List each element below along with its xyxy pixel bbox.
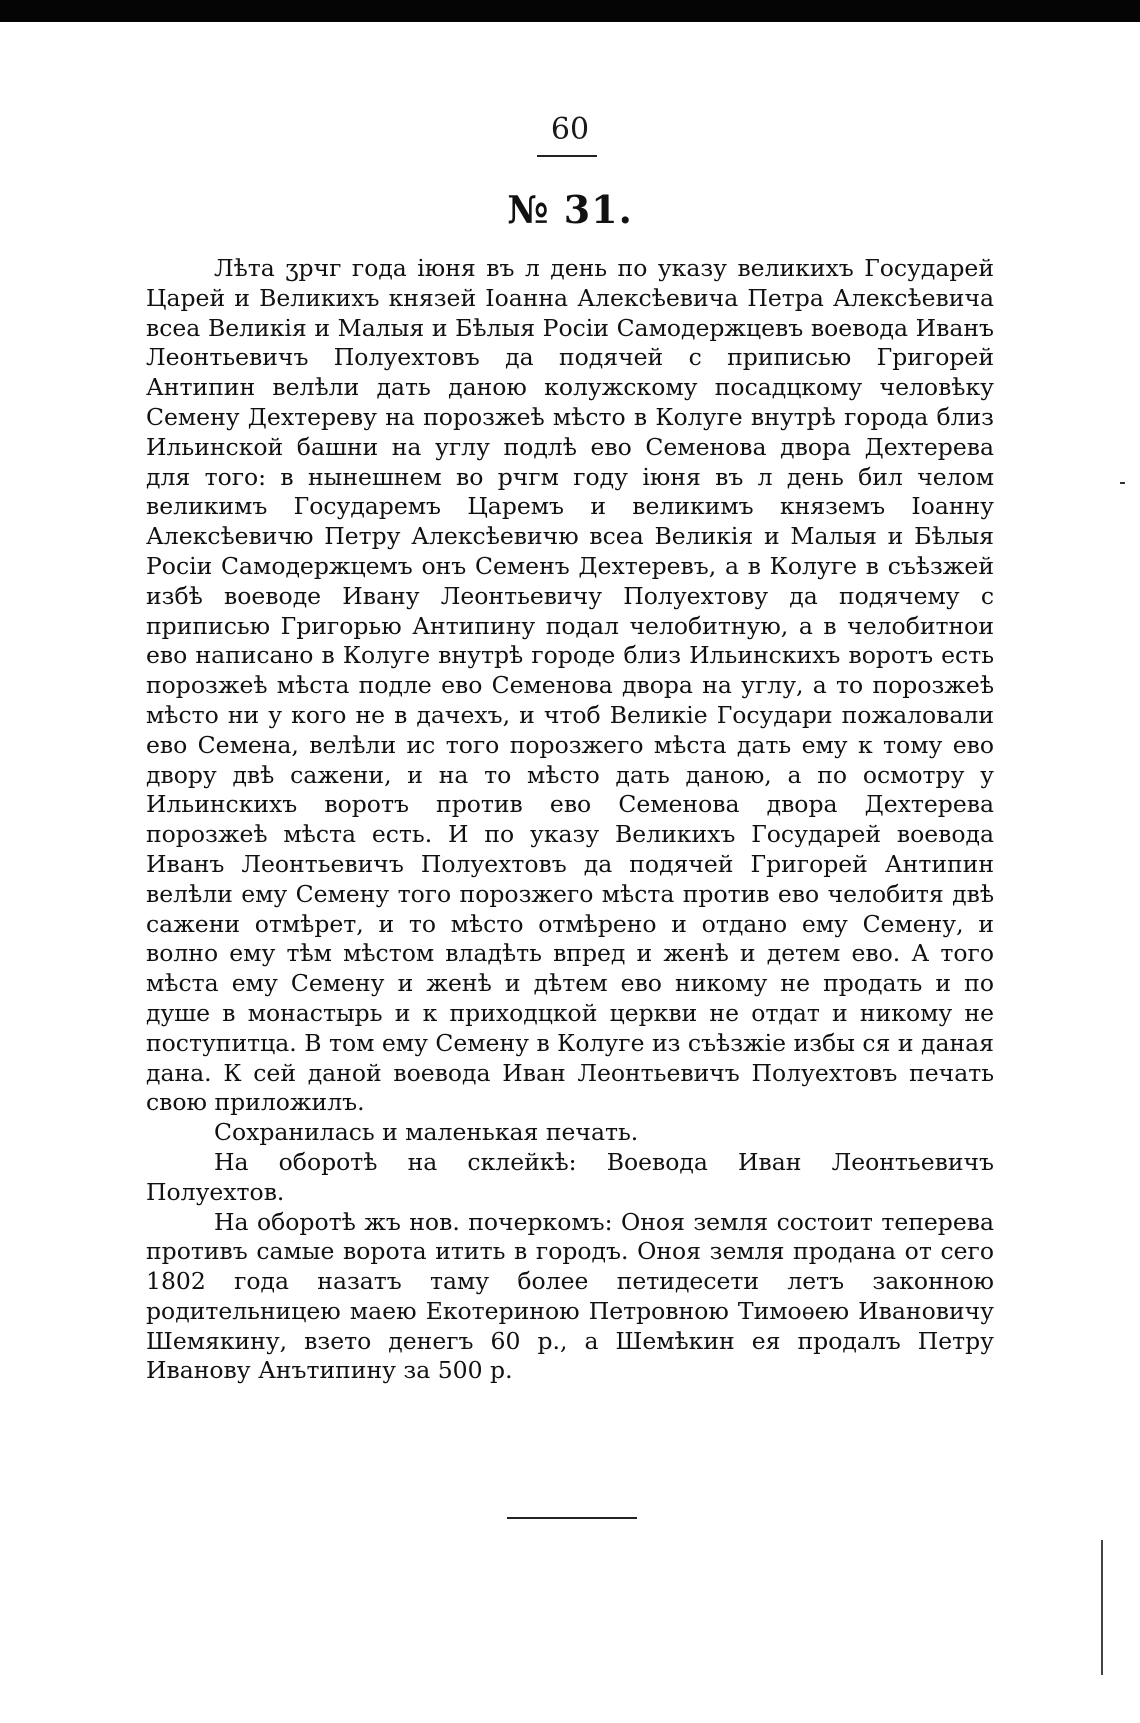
page-number-rule xyxy=(537,155,597,157)
document-body xyxy=(146,254,994,1386)
end-rule xyxy=(507,1517,637,1519)
paragraph-verso-note: На оборотѣ на склейкѣ: Воевода Иван Леонтьевичъ Полуехтов. xyxy=(146,1147,994,1206)
document-number: № 31. xyxy=(507,187,633,232)
margin-mark xyxy=(1120,482,1125,484)
page-top-border xyxy=(0,0,1140,22)
paragraph-main-text: Лѣта ʒрчг года іюня въ л день по указу великихъ Государей Царей и Великихъ князей Іоанна Алексѣевича Петра Алексѣевича всеа Великія и Малыя и Бѣлыя Росіи Самодержцевъ воевода Иванъ Леонтьевичъ Полуехтовъ да подячей с приписью Григорей Антипин велѣли дать даною колужскому посадцкому человѣку Семену Дехтереву на порозжеѣ мѣсто в Колуге внутрѣ города близ Ильинской башни на углу подлѣ ево Семенова двора Дехтерева для того: в нынешнем во рчгм году іюня въ л день бил челом великимъ Государемъ Царемъ и великимъ княземъ Іоанну Алексѣевичю Петру Алексѣевичю всеа Великія и Малыя и Бѣлыя Росіи Самодержцемъ онъ Семенъ Дехтеревъ, а в Колуге в съѣзжей избѣ воеводе Ивану Леонтьевичу Полуехтову да подячему с приписью Григорью Антипину подал челобитную, а в челобитнои ево написано в Колуге внутрѣ городе близ Ильинскихъ воротъ есть порозжеѣ мѣста подле ево Семенова двора на углу, а то порозжеѣ мѣсто ни у кого не в дачехъ, и чтоб Великіе Государи пожаловали ево Семена, велѣли ис того порозжего мѣста дать ему к тому ево двору двѣ сажени, и на то мѣсто дать даною, а по осмотру у Ильинскихъ воротъ против ево Семенова двора Дехтерева порозжеѣ мѣста есть. И по указу Великихъ Государей воевода Иванъ Леонтьевичъ Полуехтовъ да подячей Григорей Антипин велѣли ему Семену того порозжего мѣста против ево челобитя двѣ сажени отмѣрет, и то мѣсто отмѣрено и отдано ему Семену, и волно ему тѣм мѣстом владѣть впред и женѣ и детем ево. А того мѣста ему Семену и женѣ и дѣтем ево никому не продать и по душе в монастырь и к приходцкой церкви не отдат и никому не поступитца. В том ему Семену в Колуге из съѣзжіе избы ся и даная дана. К сей даной воевода Иван Леонтьевичъ Полуехтовъ печать свою приложилъ. xyxy=(146,254,994,1117)
margin-line xyxy=(1101,1540,1103,1675)
paragraph-later-note: На оборотѣ жъ нов. почеркомъ: Оноя земля состоит теперева противъ самые ворота итить в городъ. Оноя земля продана от сего 1802 года назатъ таму более петидесети летъ законною родительницею маею Екотериною Петровною Тимоѳею Ивановичу Шемякину, взето денегъ 60 р., а Шемѣкин ея продалъ Петру Иванову Анътипину за 500 р. xyxy=(146,1207,994,1385)
paragraph-seal-note: Сохранилась и маленькая печать. xyxy=(214,1118,639,1147)
page-number: 60 xyxy=(550,112,590,147)
